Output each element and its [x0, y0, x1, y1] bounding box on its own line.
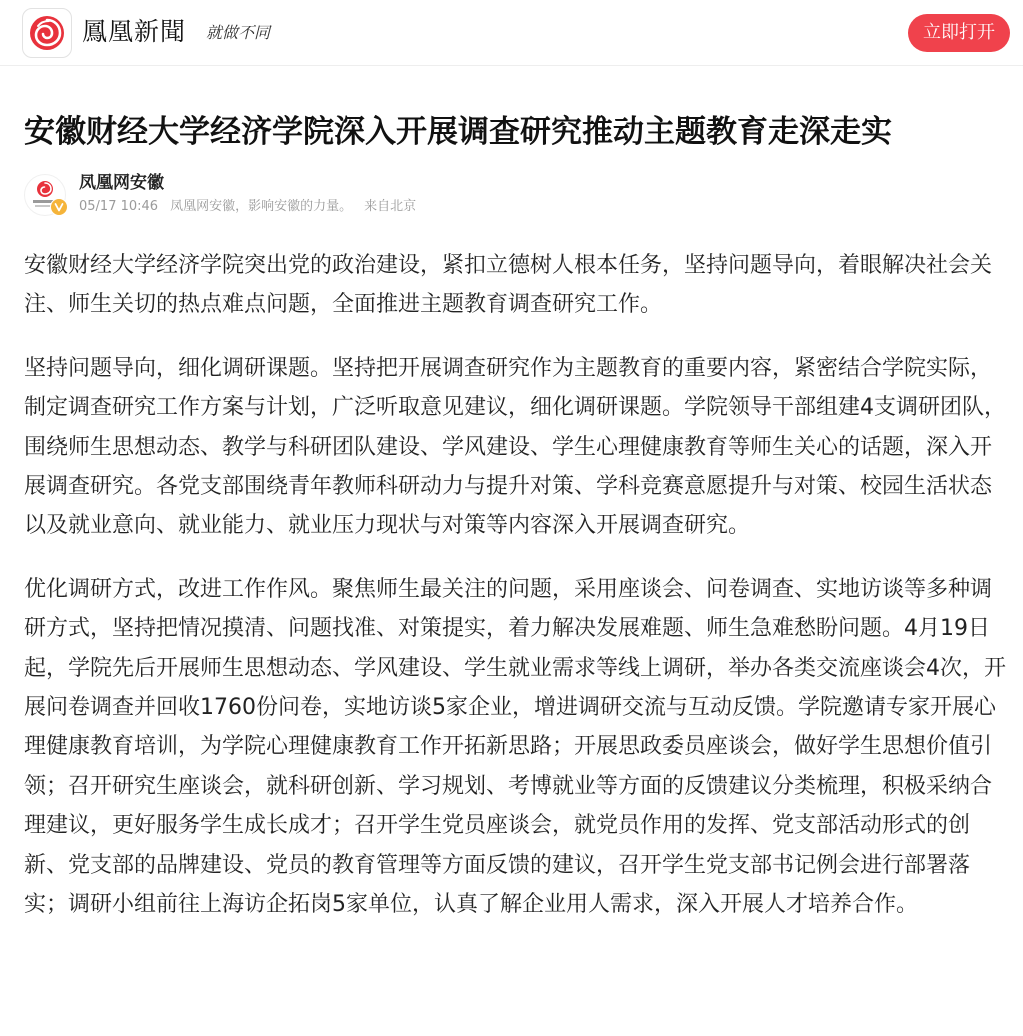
- article-body: [24, 246, 1011, 949]
- author-tagline: 凤凰网安徽，影响安徽的力量。: [170, 199, 353, 214]
- article-title: 安徽财经大学经济学院深入开展调查研究推动主题教育走深走实: [24, 114, 892, 150]
- article-paragraph: 优化调研方式，改进工作作风。聚焦师生最关注的问题，采用座谈会、问卷调查、实地访谈等多种调研方式，坚持把情况摸清、问题找准、对策提实，着力解决发展难题、师生急难愁盼问题。4月19日起，学院先后开展师生思想动态、学风建设、学生就业需求等线上调研，举办各类交流座谈会4次，开展问卷调查并回收1760份问卷，实地访谈5家企业，增进调研交流与互动反馈。学院邀请专家开展心理健康教育培训，为学院心理健康教育工作开拓新思路；开展思政委员座谈会，做好学生思想价值引领；召开研究生座谈会，就科研创新、学习规划、考博就业等方面的反馈建议分类梳理，积极采纳合理建议，更好服务学生成长成才；召开学生党员座谈会，就党员作用的发挥、党支部活动形式的创新、党支部的品牌建设、党员的教育管理等方面反馈的建议，召开学生党支部书记例会进行部署落实；调研小组前往上海访企拓岗5家单位，认真了解企业用人需求，深入开展人才培养合作。: [24, 576, 1007, 918]
- publish-datetime: 05/17 10:46: [79, 199, 159, 214]
- phoenix-logo-icon[interactable]: [22, 8, 72, 58]
- brand-name: 鳳凰新聞: [82, 17, 187, 46]
- article-meta: [79, 197, 428, 217]
- brand-slogan: 就做不同: [206, 23, 271, 42]
- publish-location: 来自北京: [364, 199, 417, 214]
- phoenix-logo-graphic: [28, 14, 66, 52]
- open-app-button[interactable]: 立即打开: [908, 14, 1010, 52]
- verified-check-graphic: [53, 201, 65, 213]
- article-paragraph: 安徽财经大学经济学院突出党的政治建设，紧扣立德树人根本任务，坚持问题导向，着眼解决社会关注、师生关切的热点难点问题，全面推进主题教育调查研究工作。: [24, 253, 993, 318]
- top-bar: [0, 0, 1023, 66]
- article-paragraph: 坚持问题导向，细化调研课题。坚持把开展调查研究作为主题教育的重要内容，紧密结合学院实际，制定调查研究工作方案与计划，广泛听取意见建议，细化调研课题。学院领导干部组建4支调研团队，围绕师生思想动态、教学与科研团队建设、学风建设、学生心理健康教育等师生关心的话题，深入开展调查研究。各党支部围绕青年教师科研动力与提升对策、学科竞赛意愿提升与对策、校园生活状态以及就业意向、就业能力、就业压力现状与对策等内容深入开展调查研究。: [24, 355, 1007, 539]
- verified-v-icon: [50, 198, 68, 216]
- author-name[interactable]: 凤凰网安徽: [79, 173, 164, 193]
